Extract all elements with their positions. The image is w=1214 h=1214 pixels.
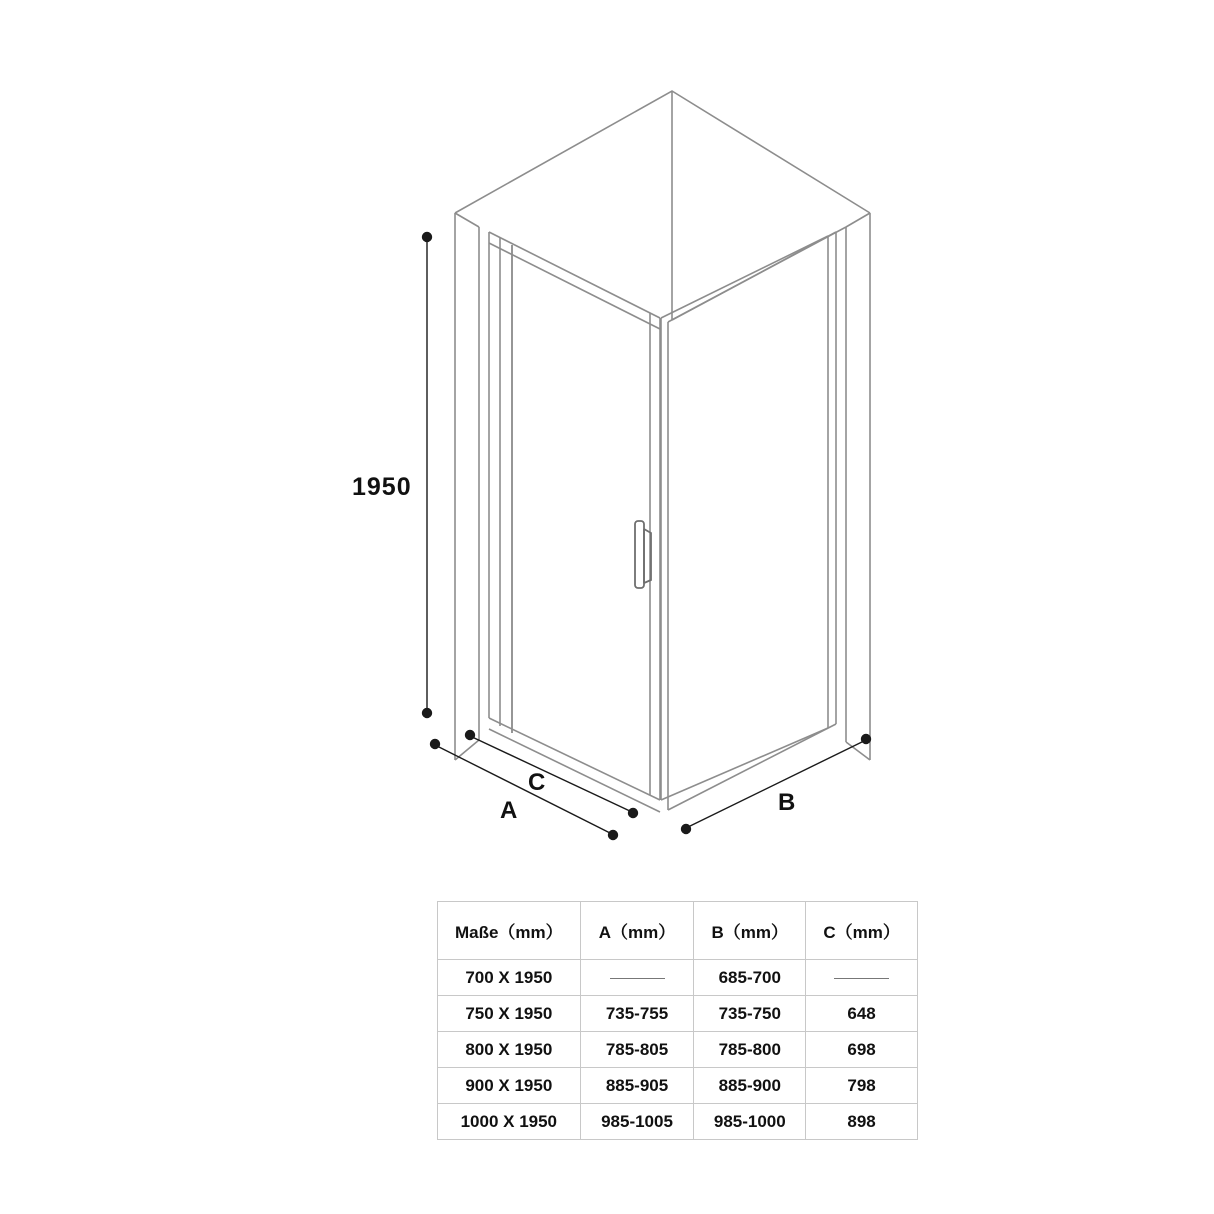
- c-dim-dot-left: [466, 731, 475, 740]
- cell-b: 985-1000: [694, 1104, 806, 1140]
- side-panel-top-edge2: [668, 232, 836, 322]
- cell-b: 735-750: [694, 996, 806, 1032]
- side-panel-top-edge: [661, 236, 828, 318]
- side-panel-bottom-edge: [661, 728, 828, 800]
- wall-left-top-cap: [455, 213, 479, 227]
- c-dim-dot-right: [629, 809, 638, 818]
- cell-c: 648: [806, 996, 918, 1032]
- cell-size: 800 X 1950: [438, 1032, 581, 1068]
- cell-a: 785-805: [580, 1032, 694, 1068]
- table-row: [438, 996, 918, 1032]
- b-dim-dot-left: [682, 825, 691, 834]
- a-dim-dot-right: [609, 831, 618, 840]
- door-top-rail-lower: [489, 243, 660, 329]
- column-header-c: C（mm）: [806, 902, 918, 960]
- dimension-label-b: B: [778, 789, 797, 816]
- height-dim-dot-bottom: [423, 709, 432, 718]
- cell-a: 735-755: [580, 996, 694, 1032]
- door-top-rail-upper: [489, 232, 660, 318]
- cell-size: 1000 X 1950: [438, 1104, 581, 1140]
- table-header-row: [438, 902, 918, 960]
- table-row: [438, 960, 918, 996]
- b-dim-dot-right: [862, 735, 871, 744]
- empty-value-dash: [610, 978, 665, 979]
- cell-c: 898: [806, 1104, 918, 1140]
- cell-c: 698: [806, 1032, 918, 1068]
- column-header-size: Maße（mm）: [438, 902, 581, 960]
- table-row: [438, 1068, 918, 1104]
- cell-a: 985-1005: [580, 1104, 694, 1140]
- cell-c: [806, 960, 918, 996]
- b-dimension-line: [686, 740, 866, 828]
- door-handle: [635, 521, 651, 588]
- cell-c: 798: [806, 1068, 918, 1104]
- dimension-label-a: A: [500, 797, 519, 824]
- cell-a: [580, 960, 694, 996]
- dimension-label-c: C: [528, 769, 547, 796]
- table-row: [438, 1032, 918, 1068]
- cell-a: 885-905: [580, 1068, 694, 1104]
- cell-b: 785-800: [694, 1032, 806, 1068]
- cell-b: 685-700: [694, 960, 806, 996]
- column-header-a: A（mm）: [580, 902, 694, 960]
- cell-size: 700 X 1950: [438, 960, 581, 996]
- cell-size: 750 X 1950: [438, 996, 581, 1032]
- height-dim-dot-top: [423, 233, 432, 242]
- wall-right-top-cap: [846, 213, 870, 227]
- column-header-b: B（mm）: [694, 902, 806, 960]
- cell-b: 885-900: [694, 1068, 806, 1104]
- a-dim-dot-left: [431, 740, 440, 749]
- door-bottom-rail-upper: [489, 718, 660, 800]
- table-row: [438, 1104, 918, 1140]
- wall-right-bottom-cap: [846, 742, 870, 760]
- height-dimension-label: 1950: [352, 473, 412, 501]
- cell-size: 900 X 1950: [438, 1068, 581, 1104]
- specification-table: [437, 901, 918, 1140]
- wall-top-edge: [455, 91, 870, 213]
- empty-value-dash: [834, 978, 889, 979]
